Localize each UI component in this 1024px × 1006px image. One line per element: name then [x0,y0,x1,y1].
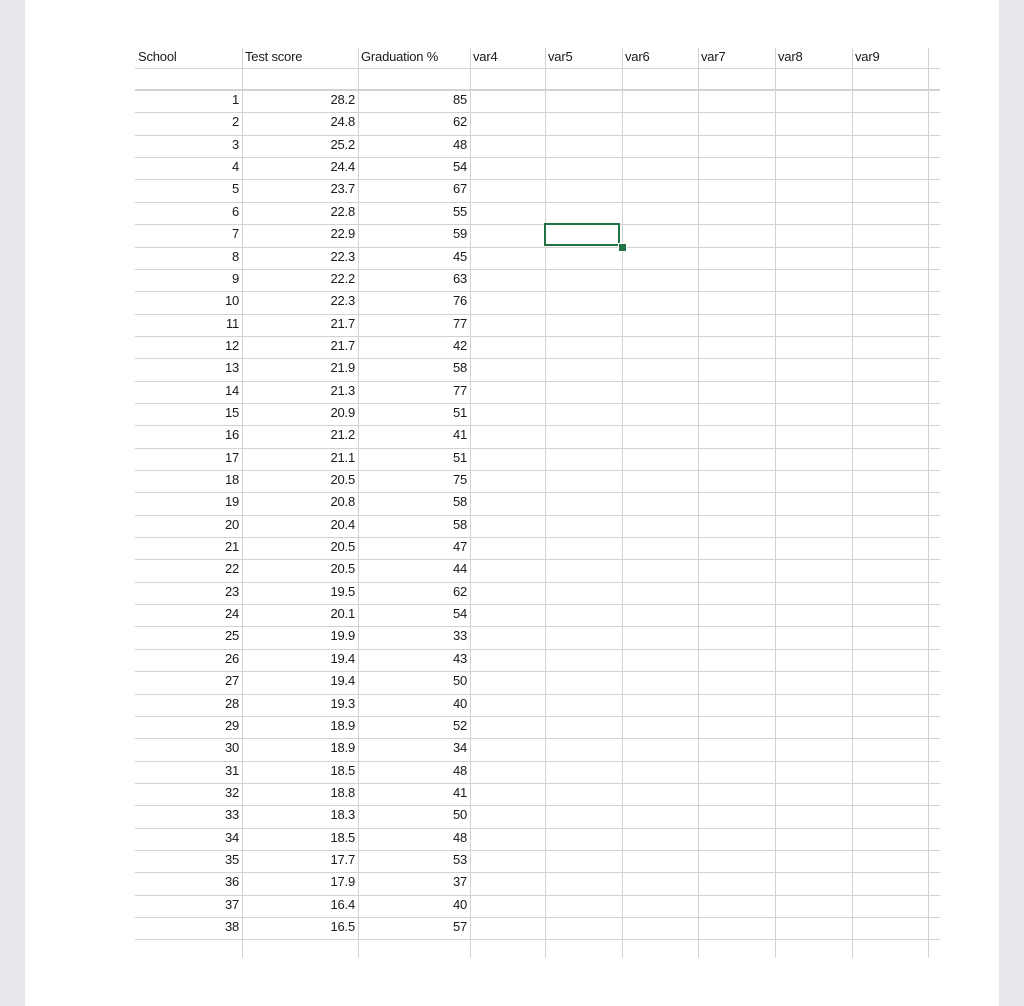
table-cell[interactable]: 2 [231,114,239,130]
grid-column-line [698,48,699,958]
table-cell[interactable]: 3 [231,136,239,152]
table-cell[interactable]: 33 [452,628,467,644]
table-cell[interactable]: 19 [224,494,239,510]
table-cell[interactable]: 48 [452,762,467,778]
table-cell[interactable]: 10 [224,293,239,309]
table-cell[interactable]: 54 [452,606,467,622]
table-cell[interactable]: 58 [452,494,467,510]
column-header[interactable]: Test score [245,49,303,64]
table-cell[interactable]: 31 [224,762,239,778]
grid-column-line [470,48,471,958]
table-cell[interactable]: 19.3 [330,695,355,711]
table-cell[interactable]: 42 [452,337,467,353]
table-cell[interactable]: 30 [224,740,239,756]
table-cell[interactable]: 26 [224,650,239,666]
table-cell[interactable]: 16.5 [330,919,355,934]
table-cell[interactable]: 16.4 [330,896,355,912]
table-cell[interactable]: 48 [452,136,467,152]
table-cell[interactable]: 13 [224,360,239,376]
table-cell[interactable]: 17 [224,449,239,465]
table-cell[interactable]: 77 [452,315,467,331]
table-cell[interactable]: 12 [224,337,239,353]
table-cell[interactable]: 22.8 [330,203,355,219]
table-cell[interactable]: 20 [224,516,239,532]
table-cell[interactable]: 50 [452,673,467,689]
table-cell[interactable]: 20.4 [330,516,355,532]
table-cell[interactable]: 9 [231,270,239,286]
table-cell[interactable]: 54 [452,159,467,175]
table-cell[interactable]: 43 [452,650,467,666]
table-cell[interactable]: 48 [452,829,467,845]
table-cell[interactable]: 22.3 [330,248,355,264]
table-cell[interactable]: 18.5 [330,762,355,778]
grid-column-line [928,48,929,958]
table-cell[interactable]: 22.2 [330,270,355,286]
table-cell[interactable]: 21.9 [330,360,355,376]
table-cell[interactable]: 67 [452,181,467,197]
grid-row-line [135,68,940,69]
table-cell[interactable]: 55 [452,203,467,219]
table-cell[interactable]: 7 [231,226,239,242]
table-cell[interactable]: 28.2 [330,92,355,107]
table-cell[interactable]: 36 [224,874,239,890]
column-header[interactable]: var5 [548,49,573,64]
table-cell[interactable]: 62 [452,114,467,130]
table-cell[interactable]: 58 [452,360,467,376]
table-cell[interactable]: 41 [452,784,467,800]
table-cell[interactable]: 24.4 [330,159,355,175]
table-cell[interactable]: 40 [452,896,467,912]
column-header[interactable]: var7 [701,49,726,64]
table-cell[interactable]: 23 [224,583,239,599]
table-cell[interactable]: 51 [452,449,467,465]
table-cell[interactable]: 53 [452,851,467,867]
table-cell[interactable]: 18.9 [330,740,355,756]
table-cell[interactable]: 21.2 [330,427,355,443]
table-cell[interactable]: 22.3 [330,293,355,309]
column-header[interactable]: var9 [855,49,880,64]
table-cell[interactable]: 22 [224,561,239,577]
document-page [25,0,999,1006]
table-cell[interactable]: 20.8 [330,494,355,510]
table-cell[interactable]: 23.7 [330,181,355,197]
grid-column-line [775,48,776,958]
table-cell[interactable]: 34 [224,829,239,845]
grid-column-line [622,48,623,958]
selected-cell[interactable] [544,223,620,246]
table-cell[interactable]: 18.3 [330,807,355,823]
table-cell[interactable]: 19.5 [330,583,355,599]
column-header[interactable]: var4 [473,49,498,64]
table-cell[interactable]: 20.1 [330,606,355,622]
table-cell[interactable]: 29 [224,717,239,733]
table-cell[interactable]: 27 [224,673,239,689]
table-cell[interactable]: 20.9 [330,404,355,420]
table-cell[interactable]: 1 [231,92,239,107]
table-cell[interactable]: 34 [452,740,467,756]
table-cell[interactable]: 17.9 [330,874,355,890]
table-cell[interactable]: 21 [224,539,239,554]
fill-handle[interactable] [618,243,627,252]
table-cell[interactable]: 11 [225,315,239,331]
column-header[interactable]: var6 [625,49,650,64]
column-header[interactable]: School [138,49,177,64]
table-cell[interactable]: 8 [231,248,239,264]
grid-column-line [852,48,853,958]
column-header[interactable]: var8 [778,49,803,64]
table-cell[interactable]: 18.9 [330,717,355,733]
grid-row-line [135,939,940,940]
table-cell[interactable]: 25 [224,628,239,644]
table-cell[interactable]: 20.5 [330,472,355,487]
table-cell[interactable]: 6 [231,203,239,219]
table-cell[interactable]: 24.8 [330,114,355,130]
table-cell[interactable]: 24 [224,606,239,622]
table-cell[interactable]: 19.4 [330,650,355,666]
table-cell[interactable]: 22.9 [330,226,355,242]
table-cell[interactable]: 37 [452,874,467,890]
table-cell[interactable]: 85 [452,92,467,107]
table-cell[interactable]: 76 [452,293,467,309]
table-cell[interactable]: 44 [452,561,467,577]
column-header[interactable]: Graduation % [361,49,439,64]
table-cell[interactable]: 18.8 [330,784,355,800]
table-cell[interactable]: 21.1 [330,449,355,465]
grid-column-line [545,48,546,958]
table-cell[interactable]: 33 [224,807,239,823]
table-cell[interactable]: 37 [224,896,239,912]
table-cell[interactable]: 38 [224,919,239,934]
table-cell[interactable]: 41 [452,427,467,443]
table-cell[interactable]: 18.5 [330,829,355,845]
table-cell[interactable]: 50 [452,807,467,823]
table-cell[interactable]: 40 [452,695,467,711]
table-cell[interactable]: 62 [452,583,467,599]
table-cell[interactable]: 35 [224,851,239,867]
table-cell[interactable]: 47 [452,539,467,554]
table-cell[interactable]: 32 [224,784,239,800]
table-cell[interactable]: 75 [452,472,467,487]
table-cell[interactable]: 5 [231,181,239,197]
table-cell[interactable]: 20.5 [330,539,355,554]
table-cell[interactable]: 28 [224,695,239,711]
table-cell[interactable]: 21.3 [330,382,355,398]
table-cell[interactable]: 15 [224,404,239,420]
table-cell[interactable]: 57 [452,919,467,934]
table-cell[interactable]: 51 [452,404,467,420]
table-cell[interactable]: 77 [452,382,467,398]
table-cell[interactable]: 45 [452,248,467,264]
data-grid[interactable] [135,46,940,958]
table-cell[interactable]: 58 [452,516,467,532]
table-cell[interactable]: 63 [452,270,467,286]
table-cell[interactable]: 17.7 [330,851,355,867]
table-cell[interactable]: 19.9 [330,628,355,644]
table-cell[interactable]: 21.7 [330,337,355,353]
table-cell[interactable]: 52 [452,717,467,733]
table-cell[interactable]: 59 [452,226,467,242]
table-cell[interactable]: 4 [231,159,239,175]
table-cell[interactable]: 14 [224,382,239,398]
table-cell[interactable]: 25.2 [330,136,355,152]
table-cell[interactable]: 18 [224,472,239,487]
table-cell[interactable]: 16 [224,427,239,443]
table-cell[interactable]: 20.5 [330,561,355,577]
table-cell[interactable]: 19.4 [330,673,355,689]
table-cell[interactable]: 21.7 [330,315,355,331]
